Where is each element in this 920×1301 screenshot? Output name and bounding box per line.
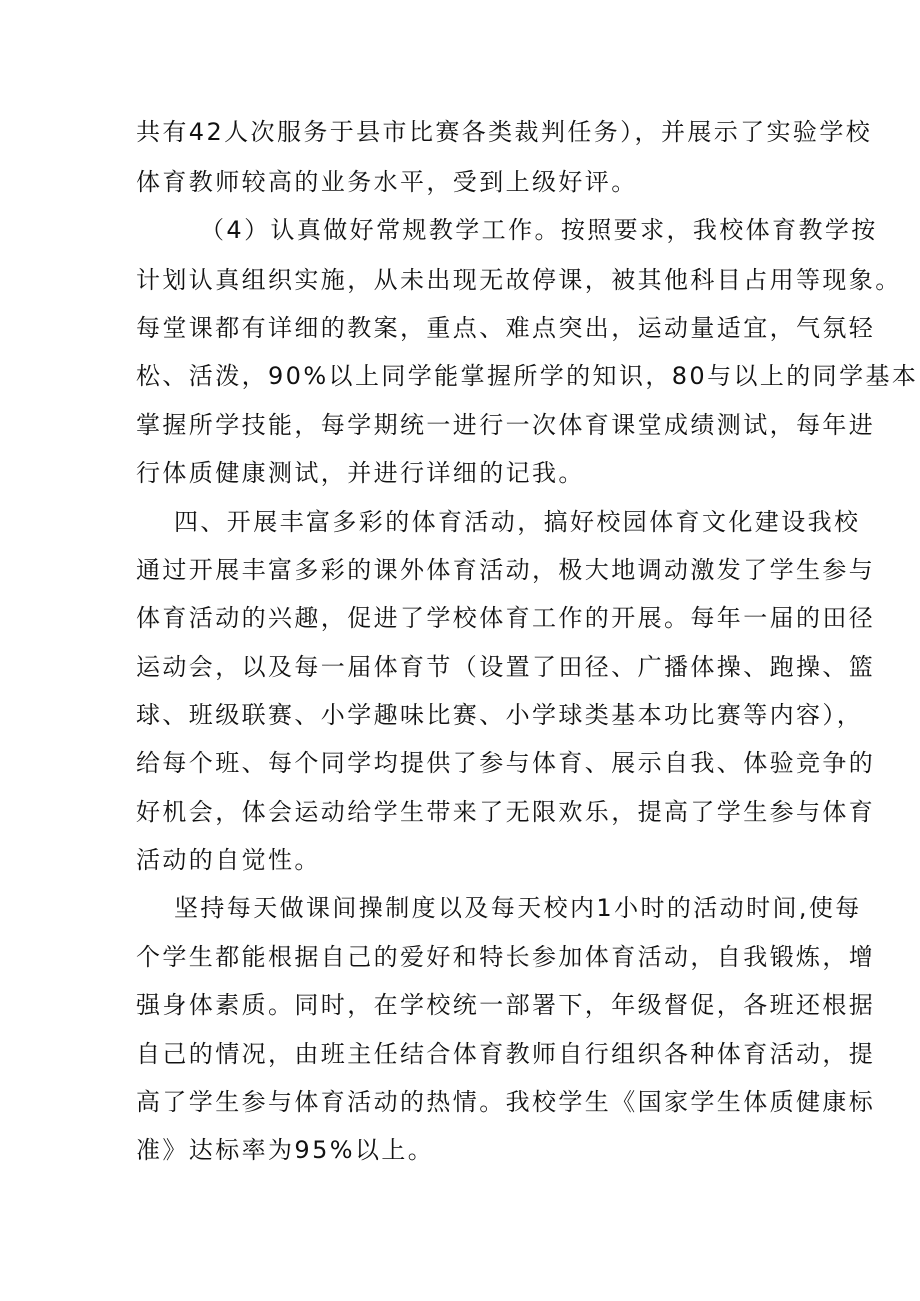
text-line: 坚持每天做课间操制度以及每天校内1小时的活动时间,使每 — [174, 894, 862, 922]
text-line: 高了学生参与体育活动的热情。我校学生《国家学生体质健康标 — [136, 1088, 876, 1116]
text-line: 四、开展丰富多彩的体育活动，搞好校园体育文化建设我校 — [174, 508, 861, 536]
text-line: 行体质健康测试，并进行详细的记我。 — [136, 459, 585, 487]
text-line: 掌握所学技能，每学期统一进行一次体育课堂成绩测试，每年进 — [136, 411, 876, 439]
text-line: 强身体素质。同时，在学校统一部署下，年级督促，各班还根据 — [136, 991, 876, 1019]
text-line: （4）认真做好常规教学工作。按照要求，我校体育教学按 — [200, 216, 878, 244]
text-line: 个学生都能根据自己的爱好和特长参加体育活动，自我锻炼，增 — [136, 943, 876, 971]
text-line: 计划认真组织实施，从未出现无故停课，被其他科目占用等现象。 — [136, 266, 902, 294]
text-line: 运动会，以及每一届体育节（设置了田径、广播体操、跑操、篮 — [136, 653, 876, 681]
text-line: 通过开展丰富多彩的课外体育活动，极大地调动激发了学生参与 — [136, 556, 876, 584]
text-line: 体育活动的兴趣，促进了学校体育工作的开展。每年一届的田径 — [136, 604, 876, 632]
text-line: 好机会，体会运动给学生带来了无限欢乐，提高了学生参与体育 — [136, 798, 876, 826]
text-line: 共有42人次服务于县市比赛各类裁判任务），并展示了实验学校 — [136, 118, 873, 146]
text-line: 自己的情况，由班主任结合体育教师自行组织各种体育活动，提 — [136, 1040, 876, 1068]
text-line: 准》达标率为95%以上。 — [136, 1136, 435, 1164]
text-line: 体育教师较高的业务水平，受到上级好评。 — [136, 168, 638, 196]
text-line: 给每个班、每个同学均提供了参与体育、展示自我、体验竞争的 — [136, 749, 876, 777]
text-line: 松、活泼，90%以上同学能掌握所学的知识，80与以上的同学基本 — [136, 362, 919, 390]
text-line: 每堂课都有详细的教案，重点、难点突出，运动量适宜，气氛轻 — [136, 314, 876, 342]
text-line: 活动的自觉性。 — [136, 846, 321, 874]
text-line: 球、班级联赛、小学趣味比赛、小学球类基本功比赛等内容）， — [136, 701, 864, 729]
